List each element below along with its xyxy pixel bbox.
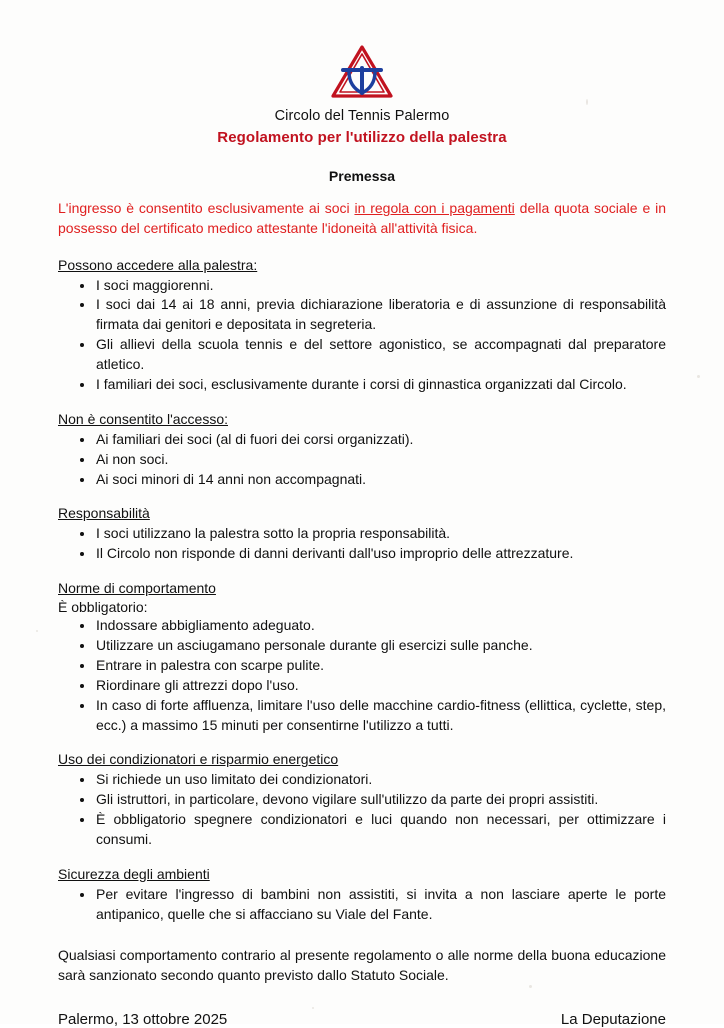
signature-row — [58, 1011, 666, 1028]
section-access-allowed — [58, 257, 666, 395]
section-lead: È obbligatorio: — [58, 599, 148, 616]
section-safety — [58, 866, 666, 925]
list-item: Ai familiari dei soci (al di fuori dei corsi organizzati). — [94, 430, 666, 450]
list-item: Ai soci minori di 14 anni non accompagnati. — [94, 470, 666, 490]
list-item: Per evitare l'ingresso di bambini non assistiti, si invita a non lasciare aperte le porte antipanico, quelle che si affacciano su Viale del Fante. — [94, 885, 666, 925]
club-name: Circolo del Tennis Palermo — [274, 108, 450, 124]
section-heading: Sicurezza degli ambienti — [58, 865, 210, 882]
list-item: Ai non soci. — [94, 450, 666, 470]
section-conduct — [58, 580, 666, 735]
paper-speck — [36, 630, 38, 632]
signatory: La Deputazione — [560, 1011, 666, 1028]
list-item: Gli istruttori, in particolare, devono vigilare sull'utilizzo da parte dei propri assistiti. — [94, 790, 666, 810]
section-list — [58, 276, 666, 395]
list-item: Gli allievi della scuola tennis e del settore agonistico, se accompagnati dal preparatore atletico. — [94, 335, 666, 375]
closing-paragraph: Qualsiasi comportamento contrario al presente regolamento o alle norme della buona educazione sarà sanzionato secondo quanto previsto dallo Statuto Sociale. — [58, 946, 666, 984]
list-item: Il Circolo non risponde di danni derivanti dall'uso improprio delle attrezzature. — [94, 544, 666, 564]
tennis-club-triangle-logo-icon — [329, 44, 395, 102]
section-access-denied — [58, 411, 666, 490]
list-item: Utilizzare un asciugamano personale durante gli esercizi sulle panche. — [94, 636, 666, 656]
intro-text-part1: L'ingresso è consentito esclusivamente ai soci — [58, 200, 355, 216]
intro-text-part2: della quota sociale e in possesso del certificato medico attestante l'idoneità all'attività fisica. — [58, 200, 666, 237]
section-list — [58, 430, 666, 490]
section-list — [58, 616, 666, 735]
list-item: È obbligatorio spegnere condizionatori e luci quando non necessari, per ottimizzare i consumi. — [94, 810, 666, 850]
place-date: Palermo, 13 ottobre 2025 — [58, 1011, 228, 1028]
section-list — [58, 885, 666, 925]
list-item: Indossare abbigliamento adeguato. — [94, 616, 666, 636]
section-responsibility — [58, 505, 666, 564]
list-item: Riordinare gli attrezzi dopo l'uso. — [94, 676, 666, 696]
club-logo — [58, 44, 666, 102]
paper-speck — [697, 375, 700, 378]
list-item: I soci utilizzano la palestra sotto la propria responsabilità. — [94, 524, 666, 544]
list-item: Entrare in palestra con scarpe pulite. — [94, 656, 666, 676]
intro-text-underlined: in regola con i pagamenti — [354, 200, 515, 216]
list-item: I familiari dei soci, esclusivamente durante i corsi di ginnastica organizzati dal Circolo. — [94, 375, 666, 395]
section-heading: Responsabilità — [58, 505, 150, 522]
section-heading: Non è consentito l'accesso: — [58, 410, 228, 427]
list-item: Si richiede un uso limitato dei condizionatori. — [94, 770, 666, 790]
page-title: Regolamento per l'utilizzo della palestra — [217, 129, 507, 146]
list-item: I soci dai 14 ai 18 anni, previa dichiarazione liberatoria e di assunzione di responsabilità firmata dai genitori e depositata in segreteria. — [94, 295, 666, 335]
section-heading: Possono accedere alla palestra: — [58, 256, 258, 273]
section-heading: Norme di comportamento — [58, 580, 216, 597]
intro-paragraph — [58, 198, 666, 239]
section-energy-saving — [58, 751, 666, 850]
section-list — [58, 770, 666, 850]
paper-speck — [529, 985, 532, 988]
paper-speck — [312, 1007, 314, 1009]
paper-speck — [586, 99, 588, 105]
list-item: In caso di forte affluenza, limitare l'uso delle macchine cardio-fitness (ellittica, cyclette, step, ecc.) a massimo 15 minuti per consentirne l'utilizzo a tutti. — [94, 696, 666, 736]
section-heading: Uso dei condizionatori e risparmio energetico — [58, 751, 339, 768]
premessa-heading: Premessa — [328, 168, 396, 184]
list-item: I soci maggiorenni. — [94, 276, 666, 296]
section-list — [58, 524, 666, 564]
